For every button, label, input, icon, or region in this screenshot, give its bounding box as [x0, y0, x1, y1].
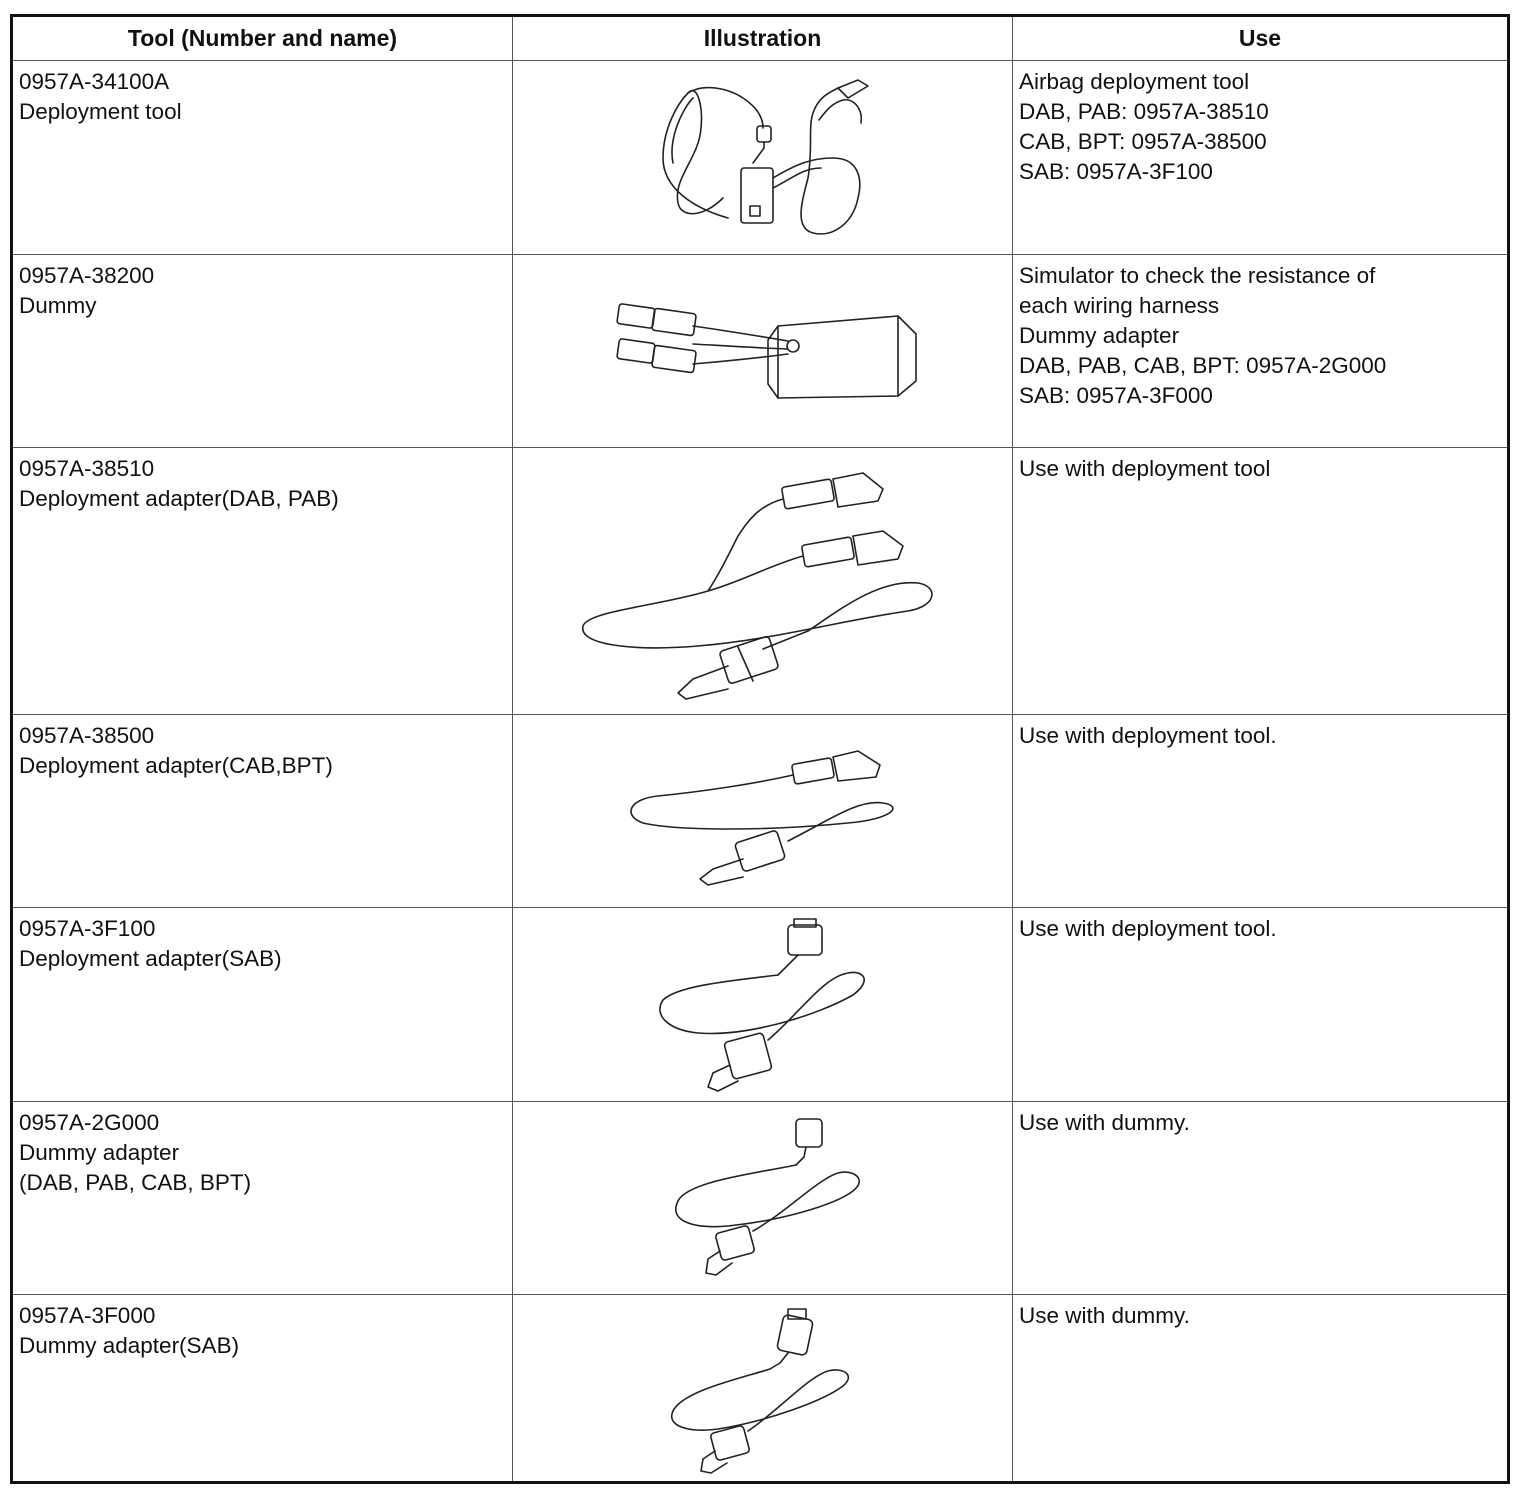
table-row — [13, 60, 1507, 254]
header-illustration: Illustration — [513, 17, 1013, 60]
deployment-adapter-cab-bpt-illustration — [618, 731, 908, 891]
table-row — [13, 1294, 1507, 1481]
table-row — [13, 254, 1507, 447]
deployment-tool-illustration — [633, 68, 893, 248]
tool-number: 0957A-38200 — [19, 263, 155, 288]
table-row — [13, 714, 1507, 907]
tool-number: 0957A-3F100 — [19, 916, 156, 941]
use-cell: Use with deployment tool. — [1019, 723, 1277, 748]
dummy-adapter-sab-illustration — [658, 1301, 868, 1476]
header-use: Use — [1238, 25, 1282, 51]
use-cell: Use with dummy. — [1019, 1110, 1190, 1135]
deployment-adapter-dab-pab-illustration — [578, 461, 948, 701]
illustration-cell — [513, 255, 1013, 447]
special-tools-table — [10, 14, 1510, 1484]
use-cell: Airbag deployment tool DAB, PAB: 0957A-38510 CAB, BPT: 0957A-38500 SAB: 0957A-3F100 — [1019, 69, 1269, 184]
tool-cell — [13, 255, 513, 447]
illustration-cell — [513, 448, 1013, 714]
tool-name: Deployment adapter(DAB, PAB) — [19, 486, 339, 511]
illustration-cell — [513, 61, 1013, 254]
tool-number: 0957A-2G000 — [19, 1110, 160, 1135]
tool-number: 0957A-38510 — [19, 456, 155, 481]
dummy-adapter-illustration — [658, 1111, 868, 1286]
tool-number: 0957A-38500 — [19, 723, 155, 748]
tool-cell — [13, 1295, 513, 1481]
illustration-cell — [513, 908, 1013, 1101]
table-row — [13, 1101, 1507, 1294]
illustration-cell — [513, 1295, 1013, 1481]
tool-name: Deployment adapter(CAB,BPT) — [19, 753, 333, 778]
tool-cell — [13, 1102, 513, 1294]
illustration-cell — [513, 1102, 1013, 1294]
use-cell: Use with deployment tool — [1019, 456, 1271, 481]
illustration-cell — [513, 715, 1013, 907]
table-row — [13, 907, 1507, 1101]
tool-cell — [13, 715, 513, 907]
tool-number: 0957A-34100A — [19, 69, 170, 94]
tool-cell — [13, 61, 513, 254]
tool-cell — [13, 448, 513, 714]
tool-number: 0957A-3F000 — [19, 1303, 156, 1328]
use-cell: Use with dummy. — [1019, 1303, 1190, 1328]
dummy-illustration — [598, 286, 928, 416]
table-header-row — [13, 17, 1507, 60]
tool-cell — [13, 908, 513, 1101]
use-cell: Use with deployment tool. — [1019, 916, 1277, 941]
deployment-adapter-sab-illustration — [648, 915, 878, 1095]
tool-name: Deployment adapter(SAB) — [19, 946, 282, 971]
tool-name: Dummy adapter(SAB) — [19, 1333, 240, 1358]
tool-name: Deployment tool — [19, 99, 182, 124]
tool-name: Dummy adapter (DAB, PAB, CAB, BPT) — [19, 1140, 252, 1195]
tool-name: Dummy — [19, 293, 97, 318]
header-tool: Tool (Number and name) — [13, 17, 513, 60]
table-row — [13, 447, 1507, 714]
use-cell: Simulator to check the resistance of each wiring harness Dummy adapter DAB, PAB, CAB, BPT: 0957A-2G000 SAB: 0957A-3F000 — [1019, 263, 1387, 408]
